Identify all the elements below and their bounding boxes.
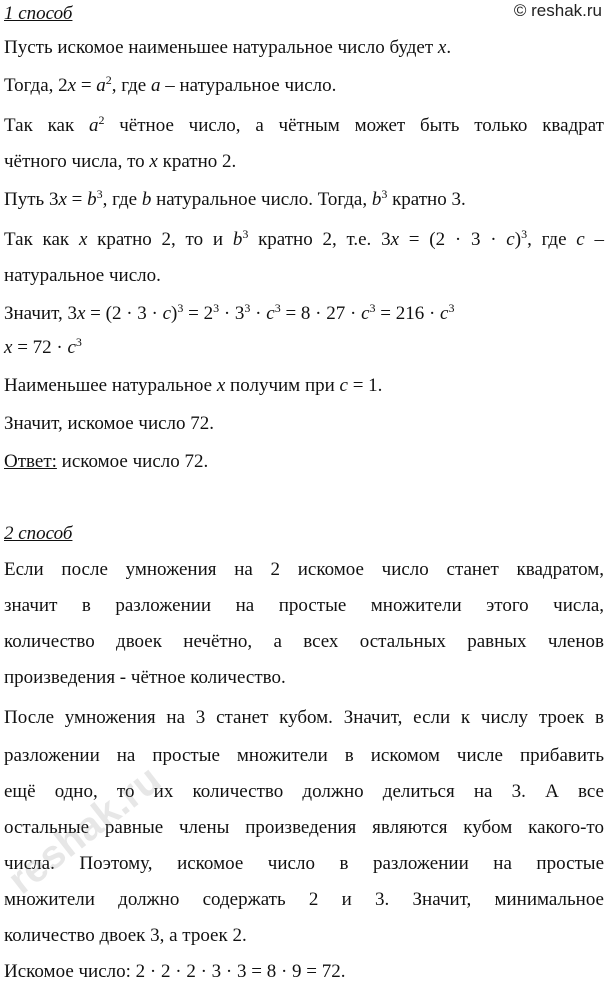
m1-line2: Тогда, $2x = a^2$, где a – натуральное число. [4,73,337,96]
m2-line10: множители должно содержать 2 и 3. Значит, минимальное [4,889,604,910]
m1-line6: Так как x кратно 2, то и $b^3$ кратно 2, т.е. $3x = (2 \cdot 3 \cdot c)^3$, где c – [4,227,604,250]
m2-line3: количество двоек нечётно, а всех остальных равных членов [4,631,604,652]
m2-line9: числа. Поэтому, искомое число в разложении на простые [4,853,604,874]
m2-line2: значит в разложении на простые множители этого числа, [4,595,604,616]
method2-heading: 2 способ [4,523,73,544]
m2-line4: произведения - чётное количество. [4,667,286,688]
m2-line8: остальные равные члены произведения являются кубом какого-то [4,817,604,838]
m1-answer [4,450,604,474]
m1-line7: натуральное число. [4,265,161,286]
method1-heading: 1 способ [4,3,73,24]
m2-line7: ещё одно, то их количество должно делиться на 3. А все [4,781,604,802]
m1-line5: Путь $3x = b^3$, где b натуральное число. Тогда, $b^3$ кратно 3. [4,187,466,210]
m1-line4: чётного числа, то x кратно 2. [4,151,237,172]
watermark-logo: reshak.ru [0,757,170,903]
m1-line10: Наименьшее натуральное x получим при c = 1. [4,375,383,396]
m2-line12: Искомое число: 2 · 2 · 2 · 3 · 3 = 8 · 9 = 72. [4,961,346,982]
m1-line3: Так как $a^2$ чётное число, а чётным может быть только квадрат [4,113,604,136]
m2-line1: Если после умножения на 2 искомое число станет квадратом, [4,559,604,580]
m2-line11: количество двоек 3, а троек 2. [4,925,247,946]
m2-line5: После умножения на 3 станет кубом. Значит, если к числу троек в [4,707,604,728]
m1-line1: Пусть искомое наименьшее натуральное число будет x. [4,37,452,58]
m1-line9: $x = 72 \cdot c^3$ [4,335,82,358]
m1-line8: Значит, $3x = (2 \cdot 3 \cdot c)^3 = 2^3 \cdot 3^3 \cdot c^3 = 8 \cdot 27 \cdot c^3 = 216 \cdot c^3$ [4,301,455,324]
answer-label: Ответ: [4,451,57,472]
m2-line6: разложении на простые множители в искомом числе прибавить [4,745,604,766]
answer-text: искомое число 72. [56,451,209,472]
site-credit: © reshak.ru [513,1,602,20]
m1-line11: Значит, искомое число 72. [4,413,215,434]
